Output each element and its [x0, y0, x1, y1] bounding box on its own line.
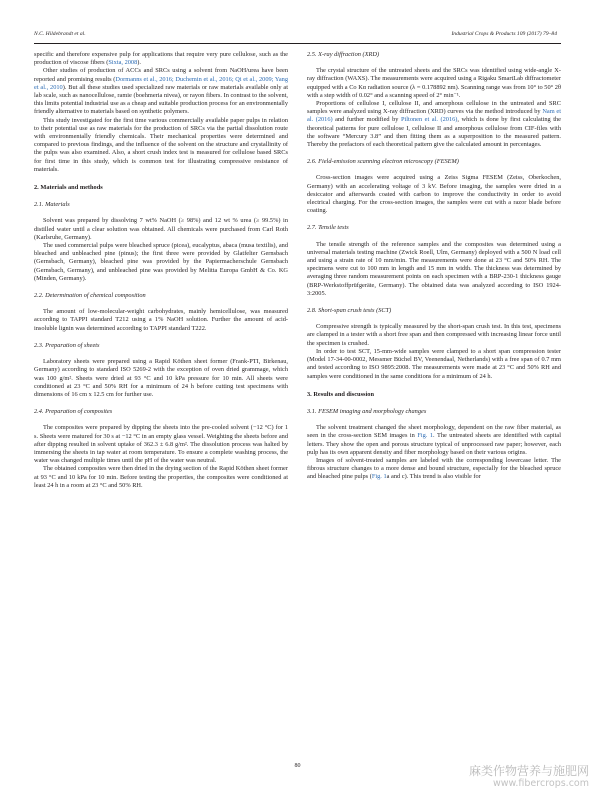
paragraph: Cross-section images were acquired using a Zeiss Sigma FESEM (Zeiss, Oberkochen, Germany) with an accelerating voltage of 3 kV. Before imaging, the samples were dried in a desiccator and afterwards coated with carbon to improve the conductivity in order to avoid electrical charging. For the cross-section images, the samples were cut with a razor blade before coating.	[307, 174, 561, 215]
subsection-heading: 2.4. Preparation of composites	[34, 408, 113, 416]
subsection-heading: 2.6. Field-emission scanning electron microscopy (FESEM)	[307, 158, 459, 166]
paragraph: Other studies of production of ACCs and SRCs using a solvent from NaOH/urea have been reported and promising results (Dormanns et al., 2016; Duchemin et al., 2016; Qi et al., 2009; Yang et al., 2010). But all these studies used specialized raw materials or raw materials available only at lab scale, such as nanocellulose, ramie (boehmeria nivea), or rayon fibers. In contrast to the solvent, this limits potential industrial use as a cheap and suitable production process for an environmentally friendly alternative to materials based on synthetic polymers.	[34, 67, 288, 116]
citation-link[interactable]: Dormanns et al., 2016; Duchemin et al., 2016; Qi et al., 2009; Yang et al., 2010	[34, 75, 288, 91]
citation-link[interactable]: Piltonen et al. (2016)	[401, 116, 458, 124]
running-header-authors: N.C. Hildebrandt et al.	[34, 31, 86, 37]
paragraph: This study investigated for the first time various commercially available paper pulps in relation to their potential use as raw materials for the production of SRCs via the partial dissolution route with environmentally friendly chemicals. Their mechanical properties were determined and compared to previous findings, and the influence of the solvent on the structure and crystallinity of the pulps was also examined. Also, a short crush index test is measured for cellulose based SRCs for first time in this study, which is common test for illustrating compressive resistance of materials.	[34, 116, 288, 173]
section-heading: 3. Results and discussion	[307, 390, 374, 398]
subsection-heading: 2.5. X-ray diffraction (XRD)	[307, 51, 380, 58]
watermark-url: www.fibercrops.com	[492, 778, 589, 789]
subsection-heading: 2.1. Materials	[34, 201, 70, 209]
paragraph: The solvent treatment changed the sheet morphology, dependent on the raw fiber material, as seen in the cross-section SEM images in Fig. 1. The untreated sheets are identified with capital letters. They show the open and porous structure typical of unprocessed raw paper; however, each pulp has its own apparent density and fiber morphology based on their various origins.	[307, 424, 562, 456]
paragraph: Laboratory sheets were prepared using a Rapid Köthen sheet former (Frank-PTI, Birkenau, Germany) according to standard ISO 5269-2 with the exception of oven dried grammage, which was 100 g/m². Sheets were dried at 93 °C and 10 kPa pressure for 10 min. All sheets were conditioned at 23 °C and 50% RH for a minimum of 24 h before cutting test specimens with dimensions of 16 cm x 12.5 cm for further use.	[34, 358, 288, 398]
figure-link[interactable]: Fig. 1	[371, 473, 387, 481]
paragraph: The tensile strength of the reference samples and the composites was determined using a universal materials testing machine (Zwick Roell, Ulm, Germany) deployed with a 500 N load cell and using a strain rate of 10 mm/min. The measurements were done at 23 °C and 50% RH. The specimens were cut to 100 mm in length and 15 mm in width. The thickness was determined by averaging three random measurement points on each specimen with a BRP-230-1 thickness gauge (BRP-Werkstoffprüfgeräte, Germany). The obtained data was analyzed according to ISO 1924-3:2005.	[307, 240, 561, 297]
paragraph: In order to test SCT, 15-mm-wide samples were clamped to a short span compression tester (Model 17-34-00-0002, Messmer Büchel BV, Veenendaal, Netherlands) with a free span of 0.7 mm and tested according to ISO 9895:2008. The measurements were made at 23 °C and 50% RH and samples were conditioned in the same conditions for a minimum of 24 h.	[307, 347, 561, 380]
running-header-journal: Industrial Crops & Products 109 (2017) 79–84	[451, 31, 557, 37]
paragraph: Images of solvent-treated samples are labeled with the corresponding lowercase letter. The fibrous structure changes to a more dense and bound structure, especially for the bleached spruce and bleached pine pulps (Fig. 1a and c). This trend is also visible for	[307, 456, 561, 481]
left-column	[34, 51, 288, 490]
section-heading: 2. Materials and methods	[34, 184, 103, 192]
paragraph: The composites were prepared by dipping the sheets into the pre-cooled solvent (−12 °C) for 1 s. Sheets were matured for 30 s at −12 °C in an empty glass vessel. Weighting the sheets before and after dipping resulted in solvent uptake of 362.3 ± 6.8 g/m². The dissolution process was halted by immersing the sheets in tap water at room temperature. To ensure a complete washing process, the water was changed multiple times until the pH of the water was neutral.	[34, 424, 288, 465]
right-column	[307, 51, 561, 482]
paragraph: The amount of low-molecular-weight carbohydrates, mainly hemicellulose, was measured according to TAPPI standard T212 using a 1% NaOH solution. Further the amount of acid-insoluble lignin was determined according to TAPPI standard T222.	[34, 308, 288, 332]
paragraph: Solvent was prepared by dissolving 7 wt% NaOH (≥ 98%) and 12 wt % urea (≥ 99.5%) in distilled water until a clear solution was obtained. All chemicals were purchased from Carl Roth (Karlsruhe, Germany).	[34, 217, 288, 241]
page-number: 80	[294, 763, 301, 769]
subsection-heading: 2.7. Tensile tests	[307, 224, 349, 232]
subsection-heading: 3.1. FESEM imaging and morphology changes	[307, 407, 427, 415]
watermark-text: 麻类作物营养与施肥网	[468, 764, 589, 778]
subsection-heading: 2.8. Short-span crush tests (SCT)	[307, 307, 392, 315]
header-rule	[34, 43, 561, 44]
subsection-heading: 2.2. Determination of chemical composition	[34, 292, 146, 300]
paragraph: Proportions of cellulose I, cellulose II, and amorphous cellulose in the untreated and SRC samples were analyzed using X-ray diffraction (XRD) curves via the method introduced by Nam et al. (2016) and further modified by Piltonen et al. (2016), which is done by first calculating the theoretical patterns for pure cellulose I, cellulose II and amorphous cellulose from CIF-files with the software “Mercury 3.8” and then fitting them as a superposition to the measured pattern. Thereby the prefactors of each theoretical pattern give the calculated amount in percentages.	[307, 100, 561, 149]
paragraph: The obtained composites were then dried in the drying section of the Rapid Köthen sheet former at 93 °C and 10 kPa for 10 min. Before testing the properties, the composites were conditioned at least 24 h in a room at 23 °C and 50% RH.	[34, 465, 288, 489]
paragraph: The used commercial pulps were bleached spruce (picea), eucalyptus, abaca (musa textilis), and bleached and unbleached pine (pinus); the first three were provided by Glatfelter Gernsbach (Gernsbach, Germany), bleached pine was provided by the Papiermacherschule Gernsbach (Gernsbach, Germany), and unbleached pine was provided by Melitta Europa GmbH & Co. KG (Minden, Germany).	[34, 242, 288, 282]
paragraph: Compressive strength is typically measured by the short-span crush test. In this test, specimens are clamped in a tester with a short free span and then compressed with increasing linear force until the specimen is crushed.	[307, 323, 561, 347]
citation-link[interactable]: Nam et al. (2016)	[307, 108, 561, 124]
paragraph: The crystal structure of the untreated sheets and the SRCs was identified using wide-angle X-ray diffraction (WAXS). The measurements were acquired using a Rigaku SmartLab diffractometer equipped with a Co Kα radiation source (λ = 0.178892 nm). Scanning range was from 10° to 50° 2θ with a step width of 0.02° and a scanning speed of 2° min⁻¹.	[307, 67, 561, 99]
subsection-heading: 2.3. Preparation of sheets	[34, 341, 100, 349]
citation-link[interactable]: Sixta, 2008	[108, 59, 138, 67]
figure-link[interactable]: Fig. 1	[417, 432, 434, 440]
paragraph: specific and therefore expensive pulp for applications that require very pure cellulose, such as the production of viscose fibers (Sixta, 2008).	[34, 51, 288, 67]
